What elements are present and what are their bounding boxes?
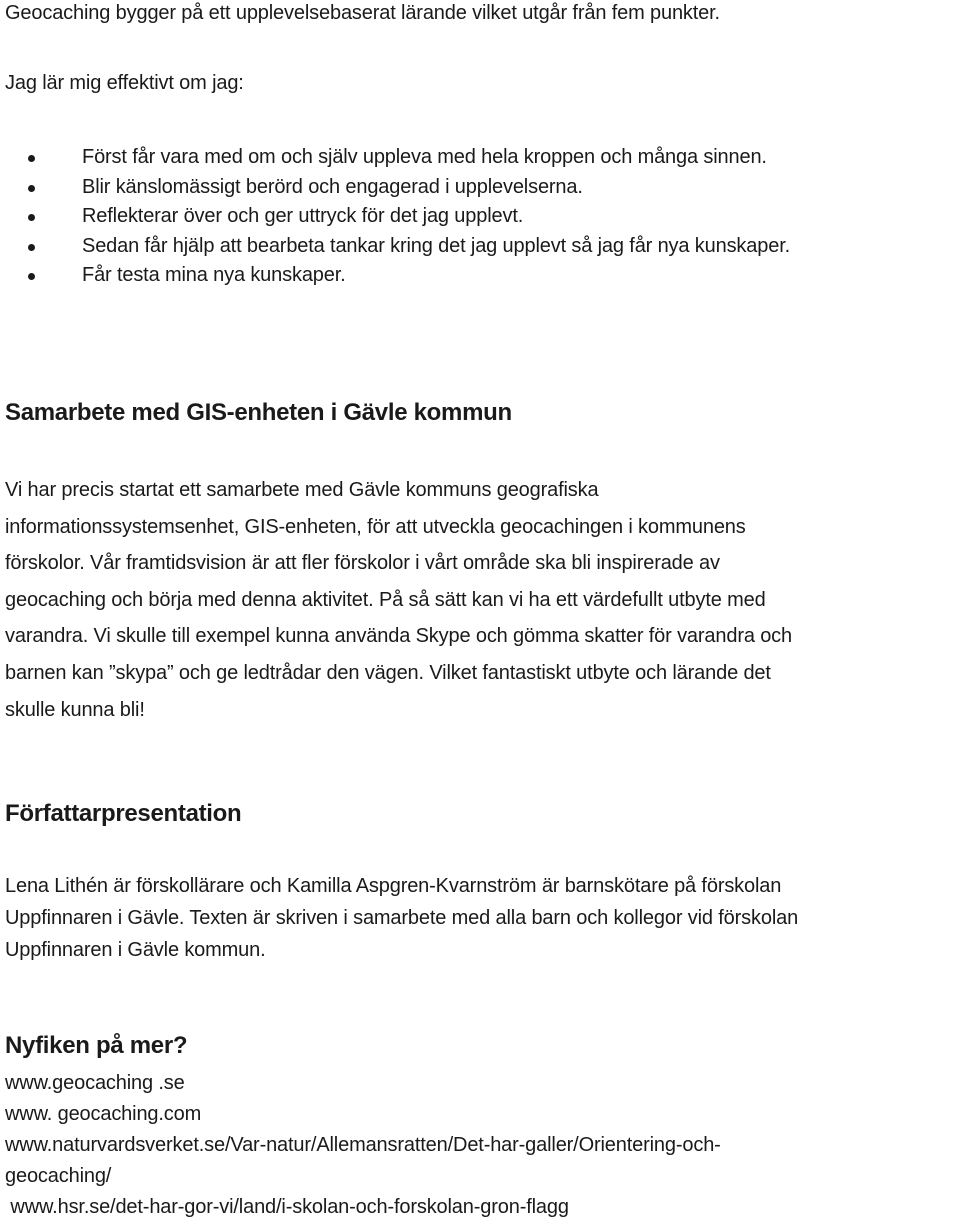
section-heading-more: Nyfiken på mer? <box>5 1032 188 1059</box>
text-line: varandra. Vi skulle till exempel kunna använda Skype och gömma skatter för varandra och <box>5 625 793 648</box>
bullet-dot-icon <box>28 214 35 221</box>
text-line: Uppfinnaren i Gävle. Texten är skriven i samarbete med alla barn och kollegor vid förskolan <box>5 907 799 929</box>
text-line: förskolor. Vår framtidsvision är att fler förskolor i vårt område ska bli inspirerade av <box>5 552 720 575</box>
link-list <box>5 1068 721 1223</box>
text-line: Vi har precis startat ett samarbete med Gävle kommuns geografiska <box>5 479 599 501</box>
section-heading-gis: Samarbete med GIS-enheten i Gävle kommun <box>5 399 512 426</box>
text-line: informationssystemsenhet, GIS-enheten, för att utveckla geocachingen i kommunens <box>5 515 746 538</box>
link-naturvardsverket[interactable]: www.naturvardsverket.se/Var-natur/Allemansratten/Det-har-galler/Orientering-och- <box>5 1134 721 1156</box>
list-item: Får testa mina nya kunskaper. <box>5 261 790 291</box>
bullet-dot-icon <box>28 155 35 162</box>
bullet-dot-icon <box>28 185 35 192</box>
lead-paragraph: Jag lär mig effektivt om jag: <box>5 72 244 94</box>
link-geocaching-se[interactable]: www.geocaching .se <box>5 1072 185 1094</box>
link-hsr[interactable]: www.hsr.se/det-har-gor-vi/land/i-skolan-och-forskolan-gron-flagg <box>5 1196 569 1218</box>
list-item: Först får vara med om och själv uppleva med hela kroppen och många sinnen. <box>5 143 790 173</box>
gis-paragraph <box>5 472 955 728</box>
intro-paragraph: Geocaching bygger på ett upplevelsebaserat lärande vilket utgår från fem punkter. <box>5 2 720 24</box>
text-line: Uppfinnaren i Gävle kommun. <box>5 939 266 961</box>
link-geocaching-com[interactable]: www. geocaching.com <box>5 1103 202 1125</box>
list-item: Sedan får hjälp att bearbeta tankar kring det jag upplevt så jag får nya kunskaper. <box>5 232 790 262</box>
text-line: geocaching och börja med denna aktivitet. På så sätt kan vi ha ett värdefullt utbyte med <box>5 588 766 611</box>
link-naturvardsverket-continued[interactable]: geocaching/ <box>5 1165 112 1187</box>
text-line: Lena Lithén är förskollärare och Kamilla Aspgren-Kvarnström är barnskötare på förskolan <box>5 875 782 897</box>
bullet-dot-icon <box>28 273 35 280</box>
author-paragraph <box>5 870 955 966</box>
bullet-dot-icon <box>28 244 35 251</box>
bullet-list <box>5 143 790 291</box>
section-heading-author: Författarpresentation <box>5 800 242 827</box>
text-line: barnen kan ”skypa” och ge ledtrådar den vägen. Vilket fantastiskt utbyte och lärande det <box>5 661 771 684</box>
text-line: skulle kunna bli! <box>5 698 145 721</box>
list-item: Blir känslomässigt berörd och engagerad i upplevelserna. <box>5 173 790 203</box>
list-item: Reflekterar över och ger uttryck för det jag upplevt. <box>5 202 790 232</box>
